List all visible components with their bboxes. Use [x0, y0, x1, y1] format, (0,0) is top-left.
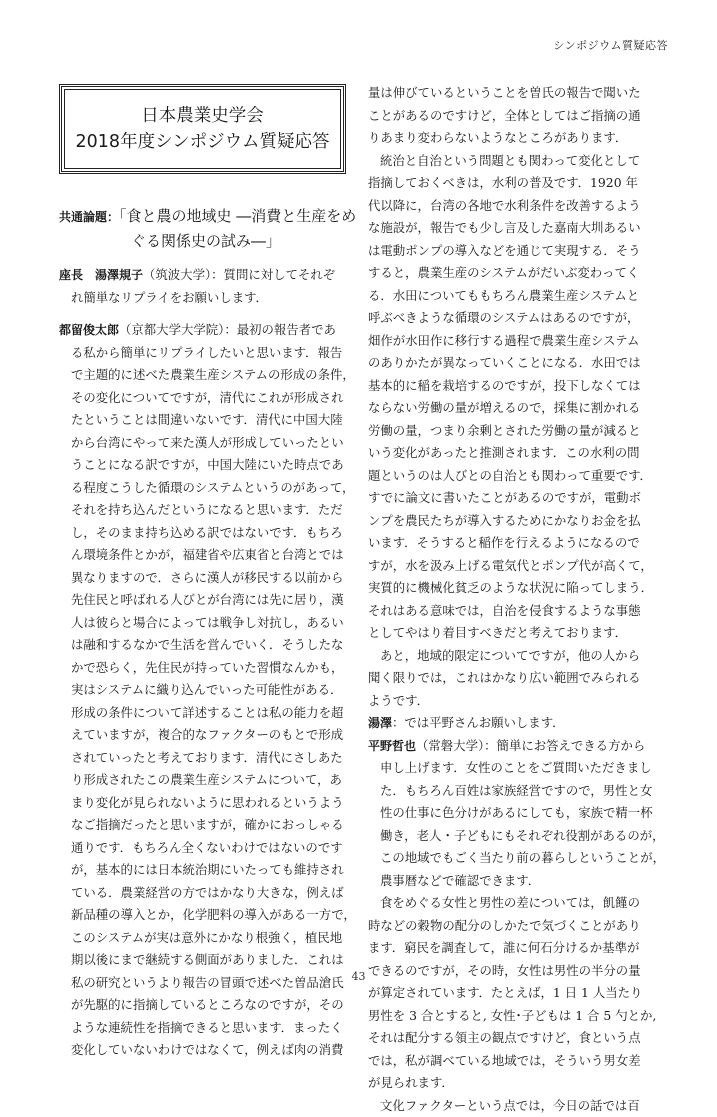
running-head: シンポジウム質疑応答 [553, 37, 668, 53]
text-line: ている．農業経営の方ではかなり大きな，例えば [59, 882, 359, 905]
text-line: 題というのは人びとの自治とも関わって重要です． [368, 465, 668, 488]
speaker-line [368, 712, 668, 735]
text-line: 新品種の導入とか，化学肥料の導入がある一方で， [59, 904, 359, 927]
text-line: が算定されています．たとえば，1 日 1 人当たり [368, 982, 668, 1005]
text-line: （京都大学大学院）：最初の報告者であ [119, 322, 336, 337]
text-line: た．もちろん百姓は家族経営ですので，男性と女 [368, 780, 668, 803]
text-line: ような連続性を指摘できると思います．まったく [59, 1017, 359, 1040]
text-line: います．そうすると稲作を行えるようになるので [368, 532, 668, 555]
text-line: のありかたが異なっていくことになる．水田では [368, 352, 668, 375]
text-line: このシステムが実は意外にかなり根強く，植民地 [59, 927, 359, 950]
text-line: 聞く限りでは，これはかなり広い範囲でみられる [368, 667, 668, 690]
text-line: かで恐らく，先住民が持っていた習慣なんかも， [59, 657, 359, 680]
text-line: 呼ぶべきような循環のシステムはあるのですが， [368, 307, 668, 330]
text-line: すでに論文に書いたことがあるのですが，電動ボ [368, 487, 668, 510]
text-line: えていますが，複合的なファクターのもとで形成 [59, 724, 359, 747]
text-line: いう変化があったと推測されます．この水利の問 [368, 442, 668, 465]
text-line: 私の研究というより報告の冒頭で述べた曽品滄氏 [59, 972, 359, 995]
text-line: （常磐大学）：簡単にお答えできる方から [416, 738, 645, 753]
text-line: で主題的に述べた農業生産システムの形成の条件， [59, 364, 359, 387]
text-line: 食をめぐる女性と男性の差については，飢饉の [368, 892, 668, 915]
text-line: は電動ポンプの導入などを通じて実現する．そう [368, 240, 668, 263]
text-line: まり変化が見られないように思われるというよう [59, 792, 359, 815]
text-line: る私から簡単にリプライしたいと思います．報告 [59, 342, 359, 365]
text-line: うことになる訳ですが，中国大陸にいた時点であ [59, 454, 359, 477]
text-line: 男性を 3 合とすると, 女性･子どもは 1 合 5 勺とか, [368, 1005, 668, 1028]
text-line: ん環境条件とかが，福建省や広東省と台湾とでは [59, 544, 359, 567]
text-line: あと，地域的限定についてですが，他の人から [368, 645, 668, 668]
text-line: 実質的に機械化貧乏のような状況に陥ってしまう． [368, 577, 668, 600]
text-line: 先住民と呼ばれる人びとが台湾には先に居り，漢 [59, 589, 359, 612]
speaker-name: 都留俊太郎 [59, 323, 119, 337]
common-theme [59, 204, 359, 253]
text-line: 働き，老人・子どもにもそれぞれ役割があるのが， [368, 825, 668, 848]
text-line: 統治と自治という問題とも関わって変化として [368, 150, 668, 173]
text-line: されていったと考えております．清代にさしあた [59, 747, 359, 770]
text-line: たということは間違いないです．清代に中国大陸 [59, 409, 359, 432]
text-line: 異なりますので．さらに漢人が移民する以前から [59, 567, 359, 590]
text-line: ならない労働の量が増えるので，採集に割かれる [368, 397, 668, 420]
text-line: ようです． [368, 690, 668, 713]
text-line: それは配分する領主の観点ですけど，食という点 [368, 1027, 668, 1050]
text-line: 人は彼らと場合によっては戦争し対抗し，あるい [59, 612, 359, 635]
text-line: 申し上げます．女性のことをご質問いただきまし [368, 757, 668, 780]
text-line: この地域でもごく当たり前の暮らしということが， [368, 847, 668, 870]
speaker-name: 平野哲也 [368, 739, 416, 753]
text-line: すると，農業生産のシステムがだいぶ変わってく [368, 262, 668, 285]
theme-line-2: ぐる関係史の試み―」 [59, 229, 359, 253]
text-line: 変化していないわけではなくて，例えば肉の消費 [59, 1039, 359, 1062]
text-line: 通りです．もちろん全くないわけではないのです [59, 837, 359, 860]
text-line: が，基本的には日本統治期にいたっても維持され [59, 859, 359, 882]
text-line: る程度こうした循環のシステムというのがあって， [59, 477, 359, 500]
text-line: 農事暦などで確認できます． [368, 870, 668, 893]
text-line: 畑作が水田作に移行する過程で農業生産システム [368, 330, 668, 353]
title-line-1: 日本農業史学会 [141, 103, 264, 129]
speaker-name: 座長 湯澤規子 [59, 268, 143, 282]
text-line: ます．窮民を調査して，誰に何石分けるか基準が [368, 937, 668, 960]
text-line: その変化についてですが，清代にこれが形成され [59, 387, 359, 410]
text-line: ことがあるのですけど，全体としてはご指摘の通 [368, 105, 668, 128]
theme-label: 共通論題： [59, 210, 119, 224]
text-line: 労働の量，つまり余剰とされた労働の量が減ると [368, 420, 668, 443]
text-line: 期以後にまで継続する側面がありました．これは [59, 949, 359, 972]
text-line: 代以降に，台湾の各地で水利条件を改善するよう [368, 195, 668, 218]
text-line: 指摘しておくべきは，水利の普及です．1920 年 [368, 172, 668, 195]
title-line-2: 2018年度シンポジウム質疑応答 [76, 129, 330, 155]
text-line: り形成されたこの農業生産システムについて，あ [59, 769, 359, 792]
text-line: それを持ち込んだというになると思います．ただ [59, 499, 359, 522]
text-line: 性の仕事に色分けがあるにしても，家族で精一杯 [368, 802, 668, 825]
text-line: りあまり変わらないようなところがあります． [368, 127, 668, 150]
text-line: （筑波大学）：質問に対してそれぞ [143, 267, 335, 282]
text-line: 時などの穀物の配分のしかたで気づくことがあり [368, 915, 668, 938]
text-line: できるのですが，その時，女性は男性の半分の量 [368, 960, 668, 983]
text-line: ：では平野さんお願いします． [392, 715, 564, 730]
text-line: なご指摘だったと思いますが，確かにおっしゃる [59, 814, 359, 837]
text-line: が見られます． [368, 1072, 668, 1095]
title-box [59, 84, 346, 174]
text-line: 基本的に稲を栽培するのですが，投下しなくては [368, 375, 668, 398]
text-line: は融和するなかで生活を営んでいく．そうしたな [59, 634, 359, 657]
chair-remark [59, 264, 359, 309]
right-column-text [368, 82, 668, 1117]
text-line: る．水田についてももちろん農業生産システムと [368, 285, 668, 308]
text-line: ンプを農民たちが導入するためにかなりお金を払 [368, 510, 668, 533]
text-line: 量は伸びているということを曽氏の報告で聞いた [368, 82, 668, 105]
text-line: れ簡単なリプライをお願いします． [59, 287, 359, 310]
text-line: としてやはり着目すべきだと考えております． [368, 622, 668, 645]
text-line: 文化ファクターという点では，今日の話では百 [368, 1095, 668, 1117]
text-line: それはある意味では，自治を侵食するような事態 [368, 600, 668, 623]
text-line: から台湾にやって来た漢人が形成していったとい [59, 432, 359, 455]
text-line: し，そのまま持ち込める訳ではないです．もちろ [59, 522, 359, 545]
speaker-name: 湯澤 [368, 716, 392, 730]
text-line: 形成の条件について詳述することは私の能力を超 [59, 702, 359, 725]
tsudome-remark [59, 319, 359, 1062]
text-line: が先駆的に指摘しているところなのですが，その [59, 994, 359, 1017]
text-line: 実はシステムに織り込んでいった可能性がある． [59, 679, 359, 702]
text-line: すが，水を汲み上げる電気代とポンプ代が高くて， [368, 555, 668, 578]
page-number: 43 [0, 970, 717, 983]
speaker-line [368, 735, 668, 758]
text-line: では，私が調べている地域では，そういう男女差 [368, 1050, 668, 1073]
theme-line-1: 「食と農の地域史 ―消費と生産をめ [119, 207, 356, 225]
text-line: な施設が，報告でも少し言及した嘉南大圳あるい [368, 217, 668, 240]
